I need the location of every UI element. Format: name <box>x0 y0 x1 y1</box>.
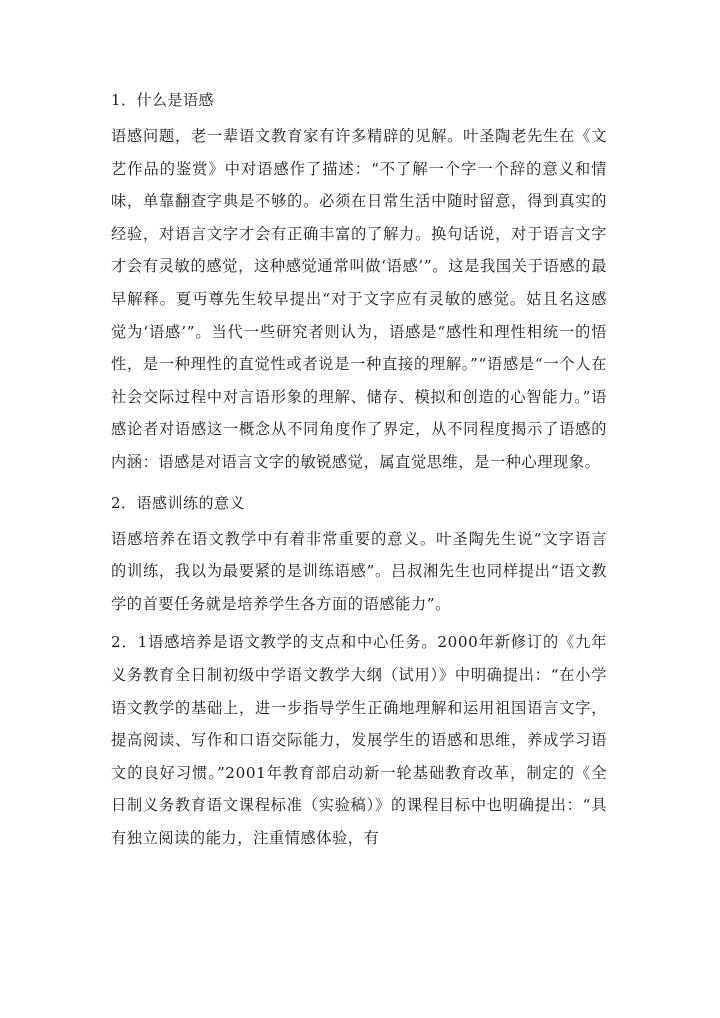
section-heading-what-is-language-sense: 1．什么是语感 <box>111 91 215 109</box>
document-body <box>111 82 607 860</box>
paragraph-definition: 语感问题，老一辈语文教育家有许多精辟的见解。叶圣陶老先生在《文艺作品的鉴赏》中对语感作了描述：“不了解一个字一个辞的意义和情味，单靠翻查字典是不够的。必须在日常生活中随时留意，得到真实的经验，对语言文字才会有正确丰富的了解力。换句话说，对于语言文字才会有灵敏的感觉，这种感觉通常叫做‘语感’”。这是我国关于语感的最早解释。夏丏尊先生较早提出“对于文字应有灵敏的感觉。姑且名这感觉为‘语感’”。当代一些研究者则认为，语感是“感性和理性相统一的悟性，是一种理性的直觉性或者说是一种直接的理解。”“语感是“一个人在社会交际过程中对言语形象的理解、储存、模拟和创造的心智能力。”语感论者对语感这一概念从不同角度作了界定，从不同程度揭示了语感的内涵：语感是对语言文字的敏锐感觉，属直觉思维，是一种心理现象。 <box>111 127 607 471</box>
paragraph-subsection-2-1: 2．1语感培养是语文教学的支点和中心任务。2000年新修订的《九年义务教育全日制初级中学语文教学大纲（试用）》中明确提出：“在小学语文教学的基础上，进一步指导学生正确地理解和运用祖国语言文字，提高阅读、写作和口语交际能力，发展学生的语感和思维，养成学习语文的良好习惯。”2001年教育部启动新一轮基础教育改革，制定的《全日制义务教育语文课程标准（实验稿）》的课程目标中也明确提出：“具有独立阅读的能力，注重情感体验，有 <box>111 633 607 847</box>
paragraph-significance: 语感培养在语文教学中有着非常重要的意义。叶圣陶先生说“文字语言的训练，我以为最要紧的是训练语感”。吕叔湘先生也同样提出“语文教学的首要任务就是培养学生各方面的语感能力”。 <box>111 529 607 613</box>
section-heading-training-significance: 2．语感训练的意义 <box>111 493 246 512</box>
